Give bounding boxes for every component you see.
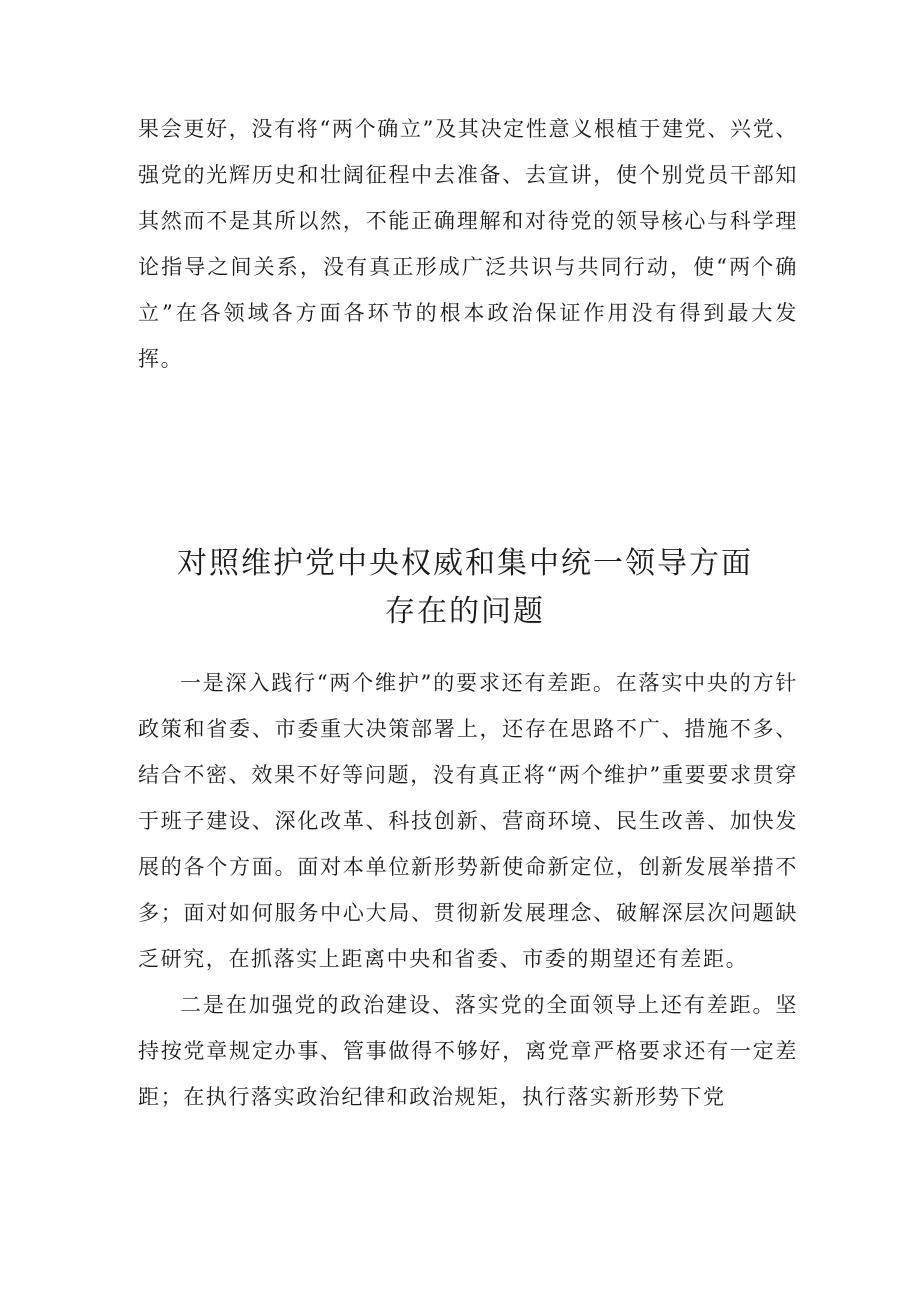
continuation-paragraph: 果会更好，没有将“两个确立”及其决定性意义根植于建党、兴党、强党的光辉历史和壮阔征程中去准备、去宣讲，使个别党员干部知其然而不是其所以然，不能正确理解和对待党的领导核心与科学理论指导之间关系，没有真正形成广泛共识与共同行动，使“两个确立”在各领域各方面各环节的根本政治保证作用没有得到最大发挥。 [138, 117, 798, 371]
continuation-paragraph-block [138, 106, 798, 382]
section-title [120, 540, 810, 636]
section-title-line-2: 存在的问题 [385, 594, 545, 630]
section-title-line-1: 对照维护党中央权威和集中统一领导方面 [177, 546, 753, 582]
paragraph-1: 一是深入践行“两个维护”的要求还有差距。在落实中央的方针政策和省委、市委重大决策部署上，还存在思路不广、措施不多、结合不密、效果不好等问题，没有真正将“两个维护”重要要求贯穿于班子建设、深化改革、科技创新、营商环境、民生改善、加快发展的各个方面。面对本单位新形势新使命新定位，创新发展举措不多；面对如何服务中心大局、贯彻新发展理念、破解深层次问题缺乏研究，在抓落实上距离中央和省委、市委的期望还有差距。 [138, 671, 798, 971]
body-paragraphs [138, 660, 798, 1120]
paragraph-2: 二是在加强党的政治建设、落实党的全面领导上还有差距。坚持按党章规定办事、管事做得不够好，离党章严格要求还有一定差距；在执行落实政治纪律和政治规矩，执行落实新形势下党 [138, 993, 798, 1109]
